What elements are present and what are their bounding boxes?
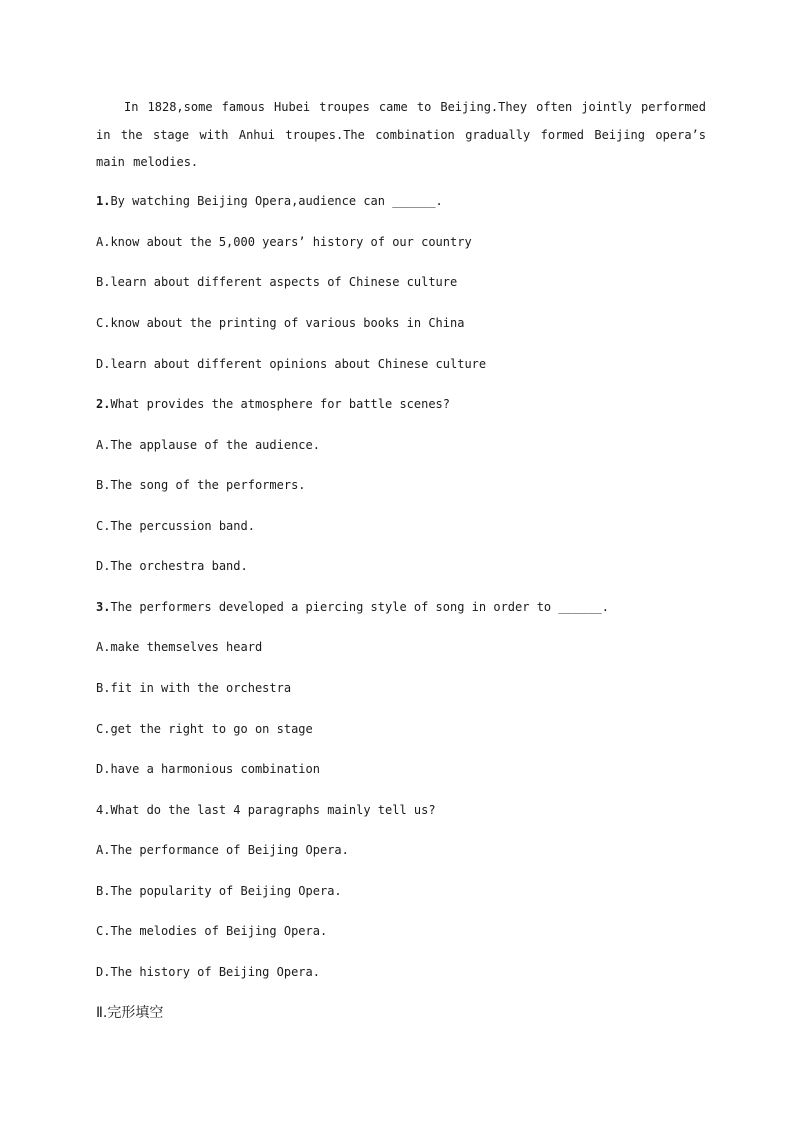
question-1-option-a: A.know about the 5,000 years’ history of our country xyxy=(96,235,472,249)
question-2-option-c: C.The percussion band. xyxy=(96,519,255,533)
question-3-option-c: C.get the right to go on stage xyxy=(96,722,313,736)
question-number: 2. xyxy=(96,397,111,411)
question-1-stem xyxy=(96,193,443,209)
question-text: What do the last 4 paragraphs mainly tell us? xyxy=(110,803,436,817)
question-number: 4. xyxy=(96,803,111,817)
section-heading-cloze: Ⅱ.完形填空 xyxy=(96,1005,164,1021)
question-2-option-d: D.The orchestra band. xyxy=(96,559,248,573)
question-4-option-c: C.The melodies of Beijing Opera. xyxy=(96,924,328,938)
question-4-option-d: D.The history of Beijing Opera. xyxy=(96,965,320,979)
question-3-option-d: D.have a harmonious combination xyxy=(96,762,320,776)
question-1-option-c: C.know about the printing of various books in China xyxy=(96,316,465,330)
question-2-option-a: A.The applause of the audience. xyxy=(96,438,320,452)
question-number: 3. xyxy=(96,600,111,614)
question-2-stem xyxy=(96,396,450,412)
question-1-option-d: D.learn about different opinions about Chinese culture xyxy=(96,357,487,371)
question-4-option-a: A.The performance of Beijing Opera. xyxy=(96,843,349,857)
question-text: What provides the atmosphere for battle scenes? xyxy=(110,397,451,411)
question-number: 1. xyxy=(96,194,111,208)
question-2-option-b: B.The song of the performers. xyxy=(96,478,306,492)
question-3-stem xyxy=(96,599,609,615)
question-3-option-b: B.fit in with the orchestra xyxy=(96,681,292,695)
question-text: By watching Beijing Opera,audience can ______. xyxy=(110,194,443,208)
question-4-stem xyxy=(96,802,436,818)
passage-paragraph: In 1828,some famous Hubei troupes came to Beijing.They often jointly performed in the stage with Anhui troupes.The combination gradually formed Beijing opera’s main melodies. xyxy=(96,100,706,169)
question-3-option-a: A.make themselves heard xyxy=(96,640,263,654)
question-text: The performers developed a piercing style of song in order to ______. xyxy=(110,600,609,614)
question-4-option-b: B.The popularity of Beijing Opera. xyxy=(96,884,342,898)
question-1-option-b: B.learn about different aspects of Chinese culture xyxy=(96,275,458,289)
